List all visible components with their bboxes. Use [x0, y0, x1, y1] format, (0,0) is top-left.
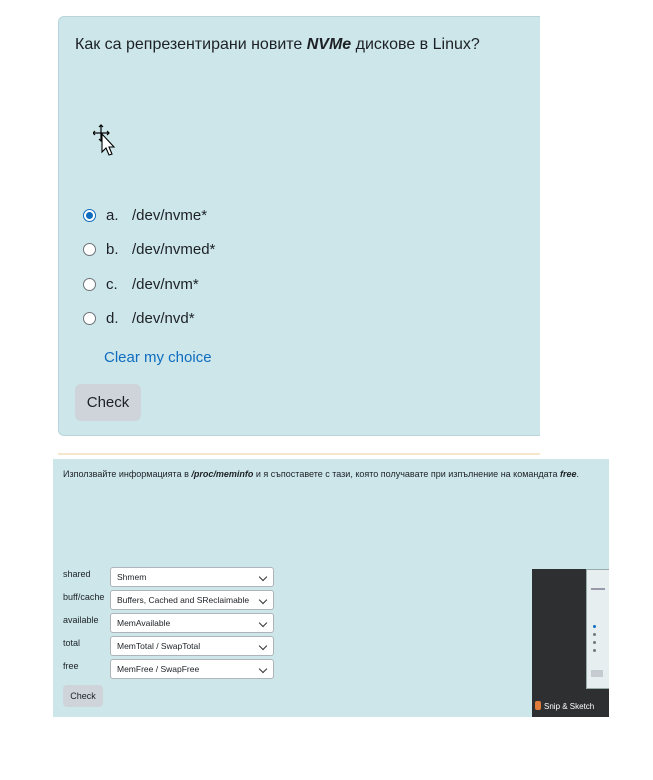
- snip-sketch-thumbnail[interactable]: [532, 569, 609, 717]
- snip-sketch-label: Snip & Sketch: [544, 702, 595, 711]
- chevron-down-icon: [259, 619, 267, 627]
- match-select-shared[interactable]: Shmem: [110, 567, 274, 587]
- option-a-text: /dev/nvme*: [132, 206, 208, 224]
- question-card-meminfo: [53, 459, 609, 717]
- match-select-buff-cache[interactable]: Buffers, Cached and SReclaimable: [110, 590, 274, 610]
- chevron-down-icon: [259, 596, 267, 604]
- option-b-text: /dev/nvmed*: [132, 240, 216, 258]
- match-select-available[interactable]: MemAvailable: [110, 613, 274, 633]
- option-c-text: /dev/nvm*: [132, 275, 199, 293]
- snip-sketch-icon: [535, 701, 541, 710]
- clear-choice-link[interactable]: Clear my choice: [104, 349, 212, 366]
- screenshot-preview: [586, 569, 609, 689]
- answer-option-b[interactable]: b. /dev/nvmed*: [83, 237, 215, 261]
- chevron-down-icon: [259, 573, 267, 581]
- question-text-meminfo: Използвайте информацията в /proc/meminfo и я съпоставете с тази, която получавате при изпълнение на командата free.: [63, 469, 579, 479]
- chevron-down-icon: [259, 665, 267, 673]
- match-select-total[interactable]: MemTotal / SwapTotal: [110, 636, 274, 656]
- answer-option-d[interactable]: d. /dev/nvd*: [83, 306, 195, 330]
- question-text: Как са репрезентирани новите NVMe дискове в Linux?: [75, 36, 480, 53]
- row-label: buff/cache: [63, 592, 105, 602]
- option-d-text: /dev/nvd*: [132, 309, 195, 327]
- row-label: shared: [63, 569, 91, 579]
- check-button[interactable]: Check: [75, 384, 141, 421]
- answer-option-c[interactable]: c. /dev/nvm*: [83, 272, 199, 296]
- divider: [58, 453, 540, 455]
- radio-c[interactable]: [83, 278, 96, 291]
- match-select-free[interactable]: MemFree / SwapFree: [110, 659, 274, 679]
- row-label: free: [63, 661, 79, 671]
- move-cursor-icon: [93, 123, 119, 157]
- row-label: total: [63, 638, 81, 648]
- chevron-down-icon: [259, 642, 267, 650]
- radio-b[interactable]: [83, 243, 96, 256]
- check-button-2[interactable]: Check: [63, 685, 103, 707]
- question-card-nvme: [58, 16, 540, 436]
- radio-d[interactable]: [83, 312, 96, 325]
- answer-option-a[interactable]: a. /dev/nvme*: [83, 203, 207, 227]
- row-label: available: [63, 615, 99, 625]
- radio-a[interactable]: [83, 209, 96, 222]
